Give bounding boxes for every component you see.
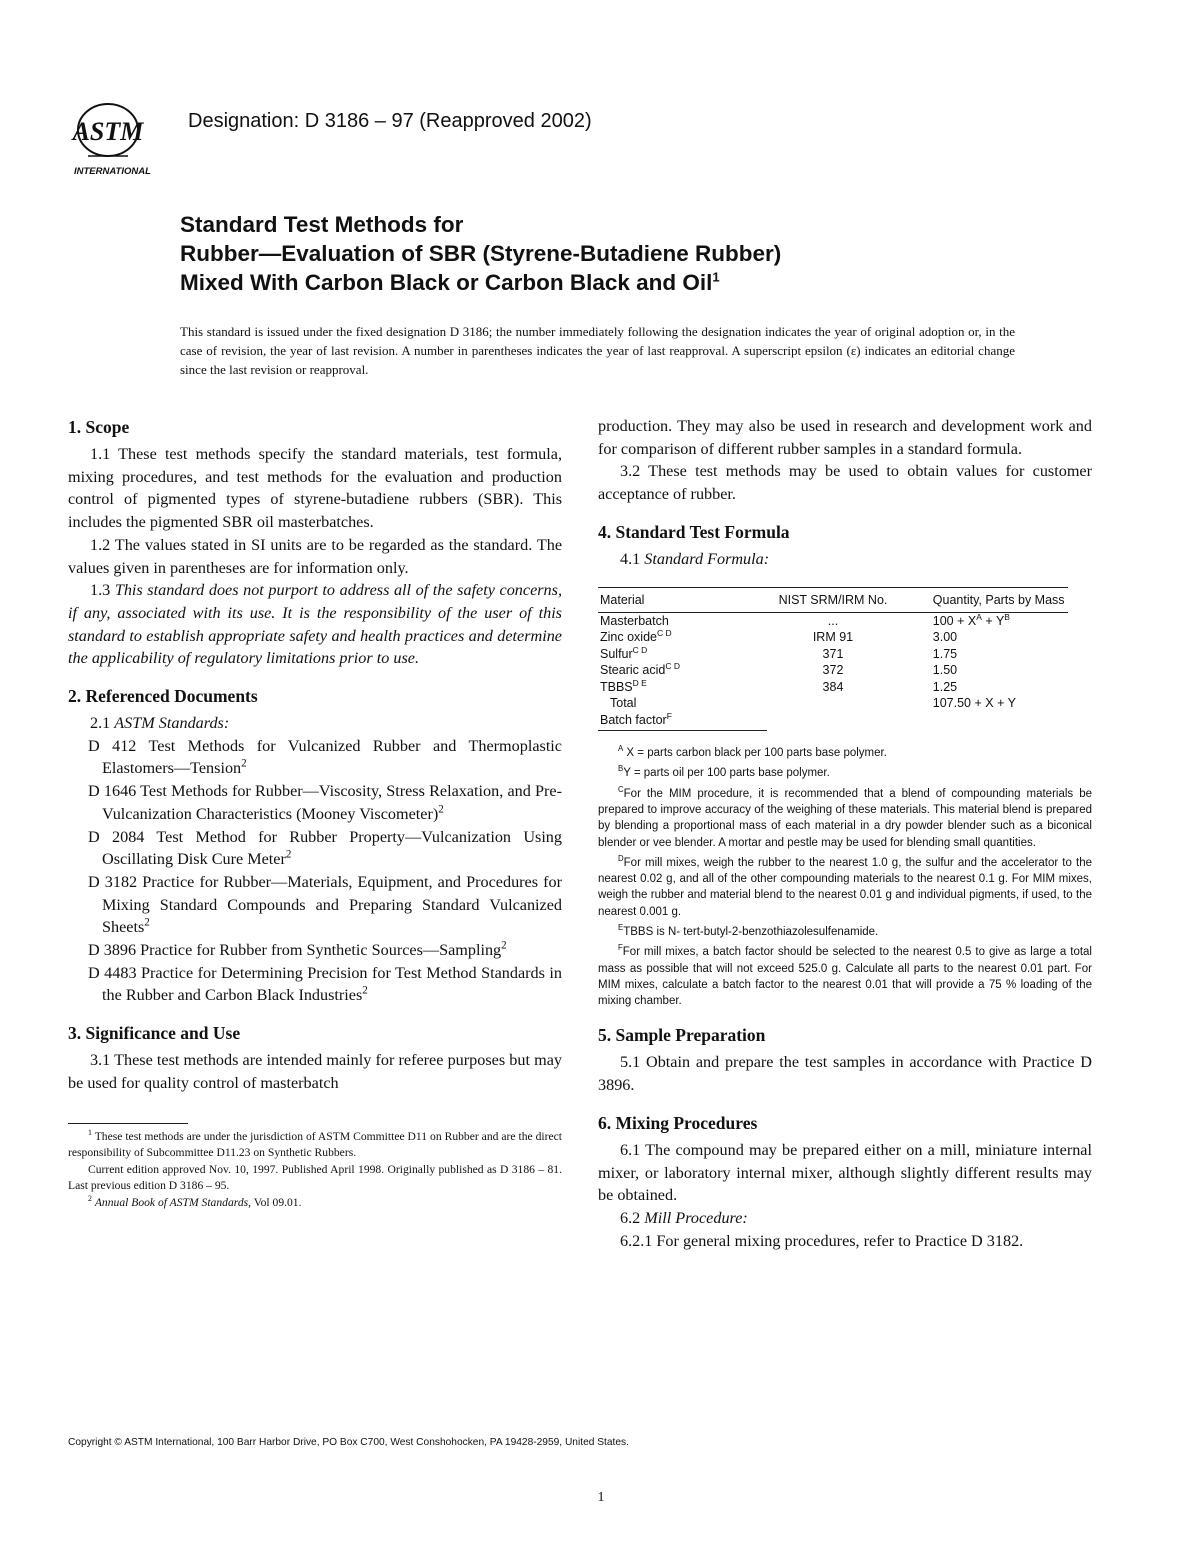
footnote-divider [68,1123,188,1124]
section-4-heading: 4. Standard Test Formula [598,521,790,542]
title-footnote-mark: 1 [712,269,720,285]
standard-formula-table [598,587,1068,732]
table-note-f: $^F$For mill mixes, a batch factor should be selected to the nearest 0.5 to give as large a total mass as possible that will not exceed 525.0 g. Calculate all parts to the nearest 0.01 part. For MIM mixes, calculate a batch factor to the nearest 0.01 that will provide a 75 % loading of the mixing chamber. [598,943,1092,1008]
reference-list [68,735,562,1007]
title-line-1: Standard Test Methods for [180,212,464,237]
copyright-notice: Copyright © ASTM International, 100 Barr Harbor Drive, PO Box C700, West Conshohocken, PA 19428-2959, United States. [68,1437,629,1448]
left-column [68,415,562,1211]
para-2-1: 2.1 ASTM Standards: [90,714,230,733]
para-6-1: 6.1 The compound may be prepared either on a mill, miniature internal mixer, or laboratory internal mixer, although slightly different results may be obtained. [598,1140,1092,1205]
footnote-1-edition: Current edition approved Nov. 10, 1997. Published April 1998. Originally published as D 3186 – 81. Last previous edition D 3186 – 95. [68,1162,562,1193]
section-3-heading: 3. Significance and Use [68,1023,241,1044]
standard-notice: This standard is issued under the fixed designation D 3186; the number immediately following the designation indicates the year of original adoption or, in the case of revision, the year of last revision. A number in parentheses indicates the year of last reapproval. A superscript epsilon (ε) indicates an editorial change since the last revision or reapproval. [180,324,1015,377]
table-row: Stearic acid$^{C D}$ 372 1.50 [600,660,958,678]
reference-item: D 1646 Test Methods for Rubber—Viscosity, Stress Relaxation, and Pre-Vulcanization Characteristics (Mooney Viscometer)$^2$ [88,782,562,823]
table-note-e: $^E$TBBS is N- tert-butyl-2-benzothiazolesulfenamide. [618,923,879,938]
table-row: $TBBS^{D E}$ 384 1.25 [600,677,958,694]
table-row: Zinc oxide$^{C D}$ IRM 91 3.00 [600,627,958,645]
title-line-3: Mixed With Carbon Black or Carbon Black and Oil$^1$ [180,269,720,295]
document-title [180,210,1080,297]
table-note-a: $^A$ X = parts carbon black per 100 parts base polymer. [618,744,887,760]
right-column [598,415,1092,1252]
column-header: NIST SRM/IRM No. [767,587,899,612]
para-1-2: 1.2 The values stated in SI units are to be regarded as the standard. The values given in parentheses are for information only. [68,535,562,577]
footnote-2: $^2$ Annual Book of ASTM Standards, Vol 09.01. [88,1193,302,1209]
table-row: Batch factor$^F$ [598,712,1068,731]
footnote-1: $^1$ These test methods are under the jurisdiction of ASTM Committee D11 on Rubber and are the direct responsibility of Subcommittee D11.23 on Synthetic Rubbers. [68,1127,562,1160]
para-6-2: 6.2 Mill Procedure: [620,1208,748,1227]
reference-item: D 3182 Practice for Rubber—Materials, Equipment, and Procedures for Mixing Standard Compounds and Preparing Standard Vulcanized Sheets$^2$ [88,872,562,937]
astm-logo [70,100,170,180]
table-row: Sulfur$^{C D}$ 371 1.75 [600,644,958,661]
reference-item: D 3896 Practice for Rubber from Synthetic Sources—Sampling$^2$ [88,939,507,960]
table-header-row [598,587,1068,612]
table-note-c: $^C$For the MIM procedure, it is recommended that a blend of compounding materials be prepared to improve accuracy of the weighing of these materials. This material blend is prepared by blending a proportional mass of each material in a dry powder blender such as a biconical blender or vee blender. A mortar and pestle may be used for blending small quantities. [598,784,1092,849]
table-row: Total 107.50 + X + Y [610,696,1016,711]
page-number: 1 [597,1490,605,1505]
column-header: Material [598,587,767,612]
reference-item: D 412 Test Methods for Vulcanized Rubber and Thermoplastic Elastomers—Tension$^2$ [88,736,562,778]
reference-item: D 4483 Practice for Determining Precision for Test Method Standards in the Rubber and Carbon Black Industries$^2$ [88,963,562,1005]
column-header: Quantity, Parts by Mass [899,587,1068,612]
section-5-heading: 5. Sample Preparation [598,1025,766,1046]
section-2-heading: 2. Referenced Documents [68,686,258,707]
section-6-heading: 6. Mixing Procedures [598,1112,758,1133]
reference-item: D 2084 Test Method for Rubber Property—Vulcanization Using Oscillating Disk Cure Meter$^2$ [88,827,562,869]
designation: Designation: D 3186 – 97 (Reapproved 2002) [188,110,592,132]
table-row: Masterbatch ... $100 + X^A + Y^B$ [600,611,1010,628]
logo-text: INTERNATIONAL [74,166,151,177]
para-3-1: 3.1 These test methods are intended mainly for referee purposes but may be used for quality control of masterbatch [68,1051,562,1092]
svg-text:ASTM: ASTM [72,117,144,146]
para-3-2: 3.2 These test methods may be used to obtain values for customer acceptance of rubber. [598,462,1092,504]
para-6-2-1: 6.2.1 For general mixing procedures, refer to Practice D 3182. [620,1231,1024,1250]
table-note-b: $^B$Y = parts oil per 100 parts base polymer. [618,764,830,780]
title-line-2: Rubber—Evaluation of SBR (Styrene-Butadiene Rubber) [180,241,782,266]
para-1-3: 1.3 This standard does not purport to address all of the safety concerns, if any, associated with its use. It is the responsibility of the user of this standard to establish appropriate safety and health practices and determine the applicability of regulatory limitations prior to use. [68,581,562,668]
table-note-d: $^D$For mill mixes, weigh the rubber to the nearest 1.0 g, the sulfur and the accelerator to the nearest 0.02 g, and all of the other compounding materials to the nearest 0.1 g. For MIM mixes, weigh the rubber and material blend to the nearest 0.01 g and individual pigments, if used, to the nearest 0.001 g. [598,853,1092,918]
para-1-1: 1.1 These test methods specify the standard materials, test formula, mixing procedures, and test methods for the evaluation and production control of pigmented types of styrene-butadiene rubbers (SBR). This includes the pigmented SBR oil masterbatches. [68,445,562,532]
para-3-1-continued: production. They may also be used in research and development work and for comparison of different rubber samples in a standard formula. [598,417,1092,458]
para-4-1: 4.1 Standard Formula: [620,549,770,568]
section-1-heading: 1. Scope [68,417,130,437]
para-5-1: 5.1 Obtain and prepare the test samples in accordance with Practice D 3896. [598,1053,1092,1095]
